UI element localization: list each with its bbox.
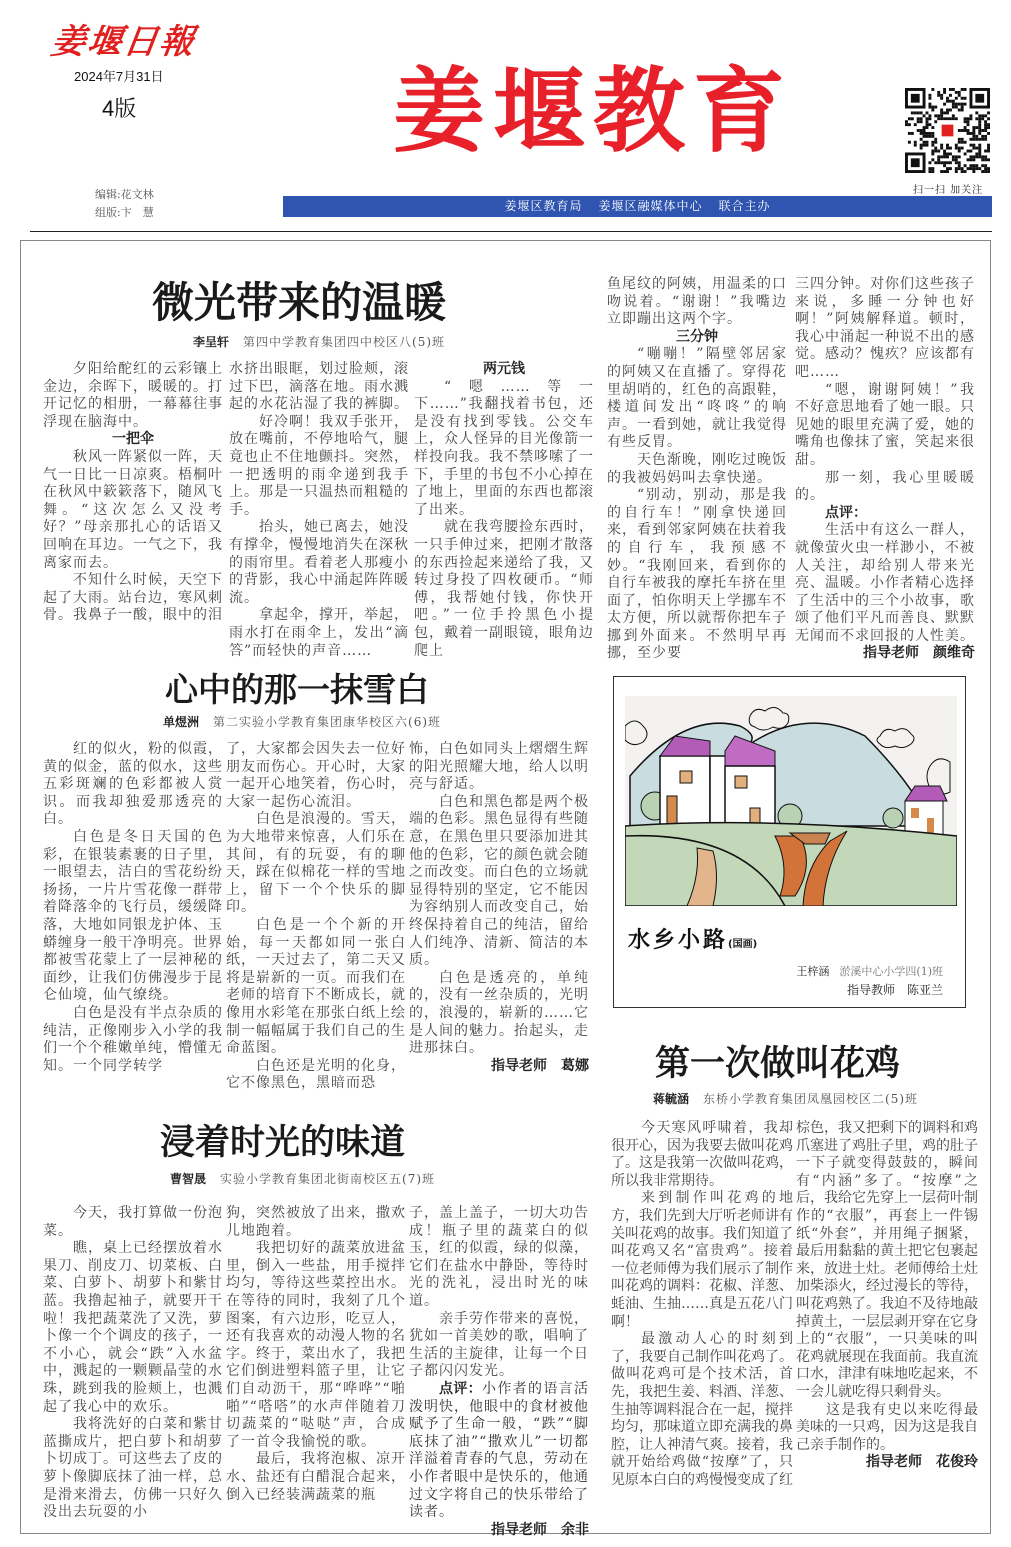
article-byline-3 — [170, 1170, 435, 1187]
paragraph-continued: 子，盖上盖子，一切大功告成！瓶子里的蔬菜白的似玉，红的似霞，绿的似藻，它们在盐水中静卧，等待时光的洗礼，浸出时光的味道。 — [409, 1205, 589, 1309]
article-title-2: 心中的那一抹雪白 — [165, 670, 429, 709]
painting-image[interactable] — [625, 696, 957, 906]
layout-name: 组版:卞 慧 — [95, 206, 154, 219]
sponsor-1: 姜堰区教育局 — [504, 199, 583, 213]
artwork-genre: (国画) — [728, 939, 758, 950]
teacher-signature: 指导老师 花俊玲 — [866, 1454, 978, 1471]
page-edition: 4版 — [102, 96, 137, 121]
article-column — [409, 741, 589, 1075]
teacher-signature: 指导老师 余非 — [491, 1521, 589, 1538]
paragraph: 来到制作叫花鸡的地方，我们先到大厅听老师讲有关叫花鸡的故事。我们知道了叫花鸡又名“富贵鸡”。接着一位老师傅为我们展示了制作叫花鸡的调料：花椒、洋葱、蚝油、生抽……真是五花八门啊！ — [611, 1190, 793, 1330]
article-column — [611, 1120, 793, 1489]
article-title-3: 浸着时光的味道 — [160, 1123, 406, 1163]
paragraph: 天色渐晚，刚吃过晚饭的我被妈妈叫去拿快递。 — [607, 451, 787, 486]
article-title-4: 第一次做叫花鸡 — [655, 1044, 901, 1084]
paragraph: 这是我有史以来吃得最美味的一只鸡，因为这是我自己亲手制作的。 — [796, 1401, 978, 1453]
paragraph-continued: 水挤出眼眶，划过脸颊，滚过下巴，滴落在地。雨水溅起的水花沾湿了我的裤脚。 — [229, 361, 409, 413]
author-school: 第四中学教育集团四中校区八(5)班 — [243, 335, 446, 349]
review-label: 点评： — [825, 504, 867, 521]
issue-date: 2024年7月31日 — [74, 69, 164, 84]
article-byline-1 — [193, 333, 445, 350]
artwork-teacher: 指导教师 陈亚兰 — [846, 983, 943, 997]
article-byline-4 — [653, 1090, 918, 1107]
article-column — [409, 1205, 589, 1539]
section-masthead: 姜堰教育 — [393, 58, 794, 165]
review-paragraph — [409, 1381, 589, 1522]
header-divider — [30, 231, 992, 232]
paragraph: 那一刻，我心里暖暖的。 — [795, 469, 975, 504]
artwork-box — [613, 676, 966, 1008]
paragraph-continued: 棕色，我又把剩下的调料和鸡爪塞进了鸡肚子里，鸡的肚子一下子就变得鼓鼓的，瞬间有“内涵”多了。“按摩”之后，我给它先穿上一层荷叶制作的“衣服”，再套上一件锡纸“外套”，并用绳子捆紧，最后用黏黏的黄土把它包裹起来，放进土灶。老师傅给土灶加柴添火，经过漫长的等待，叫花鸡熟了。我迫不及待地敲掉黄土，一层层剥开穿在它身上的“衣服”，一只美味的叫花鸡就展现在我面前。我直流口水，津津有味地吃起来，不一会儿就吃得只剩骨头。 — [796, 1120, 978, 1400]
paragraph: 夕阳给酡红的云彩镶上金边，余晖下，暖暖的。打开记忆的相册，一幕幕往事浮现在脑海中。 — [43, 361, 223, 430]
section-heading: 三分钟 — [676, 328, 718, 345]
newspaper-logo: 姜堰日報 — [48, 22, 199, 62]
paragraph: 好冷啊！我双手张开，放在嘴前，不停地哈气，腿竟也止不住地颤抖。突然，一把透明的雨伞递到我手上。那是一只温热而粗糙的手。 — [229, 413, 409, 518]
article-column — [226, 741, 406, 1093]
artwork-school: 淤溪中心小学四(1)班 — [839, 965, 943, 978]
paragraph: “嗯，谢谢阿姨！”我不好意思地看了她一眼。只见她的眼里充满了爱，她的嘴角也像抹了蜜，笑起来很甜。 — [795, 381, 975, 468]
paragraph: 亲手劳作带来的喜悦，犹如一首美妙的歌，唱响了生活的主旋律，让每一个日子都闪闪发光。 — [409, 1310, 589, 1380]
artwork-author — [796, 963, 943, 979]
paragraph: 白色是没有半点杂质的纯洁，正像刚步入小学的我们一个个稚嫩单纯，懵懂无知。一个同学转学 — [43, 1004, 223, 1074]
article-column — [43, 741, 223, 1075]
author-name: 单煜洲 — [163, 715, 200, 729]
qr-code-icon[interactable] — [905, 88, 990, 173]
paragraph-continued: 鱼尾纹的阿姨，用温柔的口吻说着。“谢谢！”我嘴边立即蹦出这两个字。 — [607, 276, 787, 328]
editor-name: 编辑:花文林 — [95, 188, 154, 201]
paragraph: “别动，别动，那是我的自行车！”刚拿快递回来，看到邻家阿姨在扶着我的自行车，我预感不妙。“我刚回来，看到你的自行车被我的摩托车挤在里面了，怕你明天上学挪车不太方便，所以就帮你把车子挪到外面来。不然明早再挪，至少要 — [607, 487, 787, 662]
paragraph: 就在我弯腰捡东西时，一只手伸过来，把刚才散落的东西捡起来递给了我，又转过身投了四枚硬币。“师傅，我帮她付钱，你快开吧。”一位手拎黑色小提包，戴着一副眼镜，眼角边爬上 — [414, 519, 594, 659]
qr-caption: 扫一扫 加关注 — [913, 185, 984, 196]
sponsor-3: 联合主办 — [718, 199, 771, 213]
article-column — [796, 1120, 978, 1472]
teacher-signature: 指导老师 颜维奇 — [863, 645, 975, 662]
article-title-1: 微光带来的温暖 — [152, 278, 447, 327]
paragraph: 今天寒风呼啸着，我却很开心，因为我要去做叫花鸡了。这是我第一次做叫花鸡，所以我非常期待。 — [611, 1120, 793, 1189]
article-byline-2 — [163, 713, 441, 730]
editor-credits — [95, 186, 154, 222]
author-name: 李呈轩 — [193, 335, 230, 349]
paragraph: 我将洗好的白菜和紫甘蓝撕成片，把白萝卜和胡萝卜切成丁。可这些去了皮的萝卜像脚底抹了油一样，总是滑来滑去，仿佛一只好久没出去玩耍的小 — [43, 1416, 223, 1521]
paragraph: 我把切好的蔬菜放进盆里，倒入一些盐，用手搅拌均匀，等待这些菜控出水。在等待的同时，我刻了几个图案，有六边形，吃豆人，还有我喜欢的动漫人物的名字。终于，菜出水了，我把它们倒进塑料篮子里，让它们自动沥干，那“哗哗”“啪啪”“嗒嗒”的水声伴随着刀切蔬菜的“哒哒”声，合成了一首令我愉悦的歌。 — [226, 1240, 406, 1450]
section-heading: 两元钱 — [483, 361, 525, 377]
article-column — [226, 1205, 406, 1504]
paragraph: “嗯……等一下……”我翻找着书包，还是没有找到零钱。公交车上，众人怪异的目光像箭一样投向我。我不禁哆嗦了一下，手里的书包不小心掉在了地上，里面的东西也都滚了出来。 — [414, 378, 594, 518]
article-column — [43, 361, 223, 625]
paragraph: “嘣嘣！”隔壁邻居家的阿姨又在直播了。穿得花里胡哨的，红色的高跟鞋，楼道间发出“咚咚”的响声。一看到她，就让我觉得有些反胃。 — [607, 346, 787, 451]
paragraph: 最激动人心的时刻到了，我要自己制作叫花鸡了。做叫花鸡可是个技术活，首先，我把生姜、料酒、洋葱、生抽等调料混合在一起，搅拌均匀，那味道立即充满我的鼻腔，让人神清气爽。接着，我就开始给鸡做“按摩”了，只见原本白白的鸡慢慢变成了红 — [611, 1331, 793, 1488]
teacher-signature: 指导老师 葛娜 — [491, 1057, 589, 1074]
paragraph: 生活中有这么一群人，就像萤火虫一样渺小，不被人关注，却给别人带来光亮、温暖。小作者精心选择了生活中的三个小故事，歌颂了他们平凡而善良、默默无闻而不求回报的人性美。 — [795, 522, 975, 644]
article-column — [795, 276, 975, 663]
paragraph: 不知什么时候，天空下起了大雨。站台边，寒风刺骨。我鼻子一酸，眼中的泪 — [43, 572, 223, 624]
paragraph: 白色和黑色都是两个极端的色彩。黑色显得有些随意，在黑色里只要添加进其他的色彩，它的颜色就会随之而改变。而白色的立场就显得特别的坚定，它不能因为容纳别人而改变自己，始终保持着自己的纯洁，留给人们纯净、清新、简洁的本质。 — [409, 793, 589, 969]
author-school: 第二实验小学教育集团康华校区六(6)班 — [213, 715, 442, 729]
paragraph-continued: 怖，白色如同头上熠熠生辉的阳光照耀大地，给人以明亮与舒适。 — [409, 741, 589, 793]
paragraph: 白色是一个个新的开始，每一天都如同一张白纸，一天过去了，第二天又将是崭新的一页。而我们在老师的培育下不断成长，就像用水彩笔在那张白纸上绘制一幅幅属于我们自己的生命蓝图。 — [226, 916, 406, 1057]
section-heading: 一把伞 — [112, 431, 154, 448]
paragraph-continued: 三四分钟。对你们这些孩子来说，多睡一分钟也好啊！”阿姨解释道。顿时，我心中涌起一种说不出的感觉。感动？愧疚？应该都有吧…… — [795, 276, 975, 380]
artwork-title — [628, 923, 757, 954]
author-school: 东桥小学教育集团凤凰园校区二(5)班 — [703, 1092, 919, 1106]
paragraph: 瞧，桌上已经摆放着水果刀、削皮刀、切菜板、白菜、白萝卜、胡萝卜和紫甘蓝。我撸起袖子，就要开干啦！我把蔬菜洗了又洗，萝卜像一个个调皮的孩子，一不小心，就会“跌”入水盆中，溅起的一颗颗晶莹的水珠，跳到我的脸颊上，也溅起了我心中的欢乐。 — [43, 1240, 223, 1415]
paragraph: 抬头，她已离去，她没有撑伞，慢慢地消失在深秋的雨帘里。看着老人那瘦小的背影，我心中涌起阵阵暖流。 — [229, 519, 409, 606]
author-school: 实验小学教育集团北街南校区五(7)班 — [220, 1172, 436, 1186]
author-name: 曹智晟 — [170, 1172, 207, 1186]
paragraph-continued: 狗，突然被放了出来，撒欢儿地跑着。 — [226, 1205, 406, 1239]
paragraph: 白色是浪漫的。雪天，为大地带来惊喜，人们乐在其间，有的玩耍，有的聊天，踩在似棉花一样的雪地上，留下一个个快乐的脚印。 — [226, 811, 406, 916]
paragraph: 白色是透亮的，单纯的，没有一丝杂质的，光明的，浪漫的，崭新的……它是人间的魅力。抬起头，走进那抹白。 — [409, 969, 589, 1057]
article-column — [229, 361, 409, 660]
paragraph: 红的似火，粉的似霞，黄的似金，蓝的似水，这些五彩斑斓的色彩都被人赏识。而我却独爱那透亮的白。 — [43, 741, 223, 828]
paragraph: 白色还是光明的化身，它不像黑色，黑暗而恐 — [226, 1057, 406, 1092]
review-label: 点评： — [439, 1380, 482, 1397]
paragraph: 秋风一阵紧似一阵，天气一日比一日凉爽。梧桐叶在秋风中簌簌落下，随风飞舞。“这次怎么又没考好？”母亲那扎心的话语又回响在耳边。一气之下，我离家而去。 — [43, 448, 223, 571]
paragraph-continued: 了，大家都会因失去一位好朋友而伤心。开心时，大家一起开心地笑着，伤心时，大家一起伤心流泪。 — [226, 741, 406, 810]
article-column — [414, 361, 594, 660]
author-name: 蒋毓涵 — [653, 1092, 690, 1106]
paragraph: 今天，我打算做一份泡菜。 — [43, 1205, 223, 1239]
artwork-author-name: 王梓涵 — [796, 965, 830, 978]
sponsor-2: 姜堰区融媒体中心 — [598, 199, 703, 213]
paragraph: 拿起伞，撑开，举起，雨水打在雨伞上，发出“滴答”而轻快的声音…… — [229, 607, 409, 659]
paragraph: 白色是冬日天国的色彩，在银装素裹的日子里，一眼望去，洁白的雪花纷纷扬扬，一片片雪花像一群带着降落伞的飞行员，缓缓降落，大地如同银龙护体、玉蟒缠身一般干净明亮。世界都被雪花蒙上了一层神秘的面纱，让我们仿佛漫步于昆仑仙境，仙气缭绕。 — [43, 828, 223, 1004]
article-column — [43, 1205, 223, 1522]
paragraph: 最后，我将泡椒、凉开水、盐还有白醋混合起来，倒入已经装满蔬菜的瓶 — [226, 1451, 406, 1503]
review-text: 小作者的语言活泼明快，他眼中的食材被他赋予了生命一般，“跌”“脚底抹了油”“撒欢儿”一切都洋溢着青春的气息，劳动在小作者眼中是快乐的，他通过文字将自己的快乐带给了读者。 — [409, 1380, 589, 1521]
article-column — [607, 276, 787, 663]
sponsor-bar — [283, 196, 992, 217]
artwork-title-text: 水乡小路 — [628, 928, 729, 953]
